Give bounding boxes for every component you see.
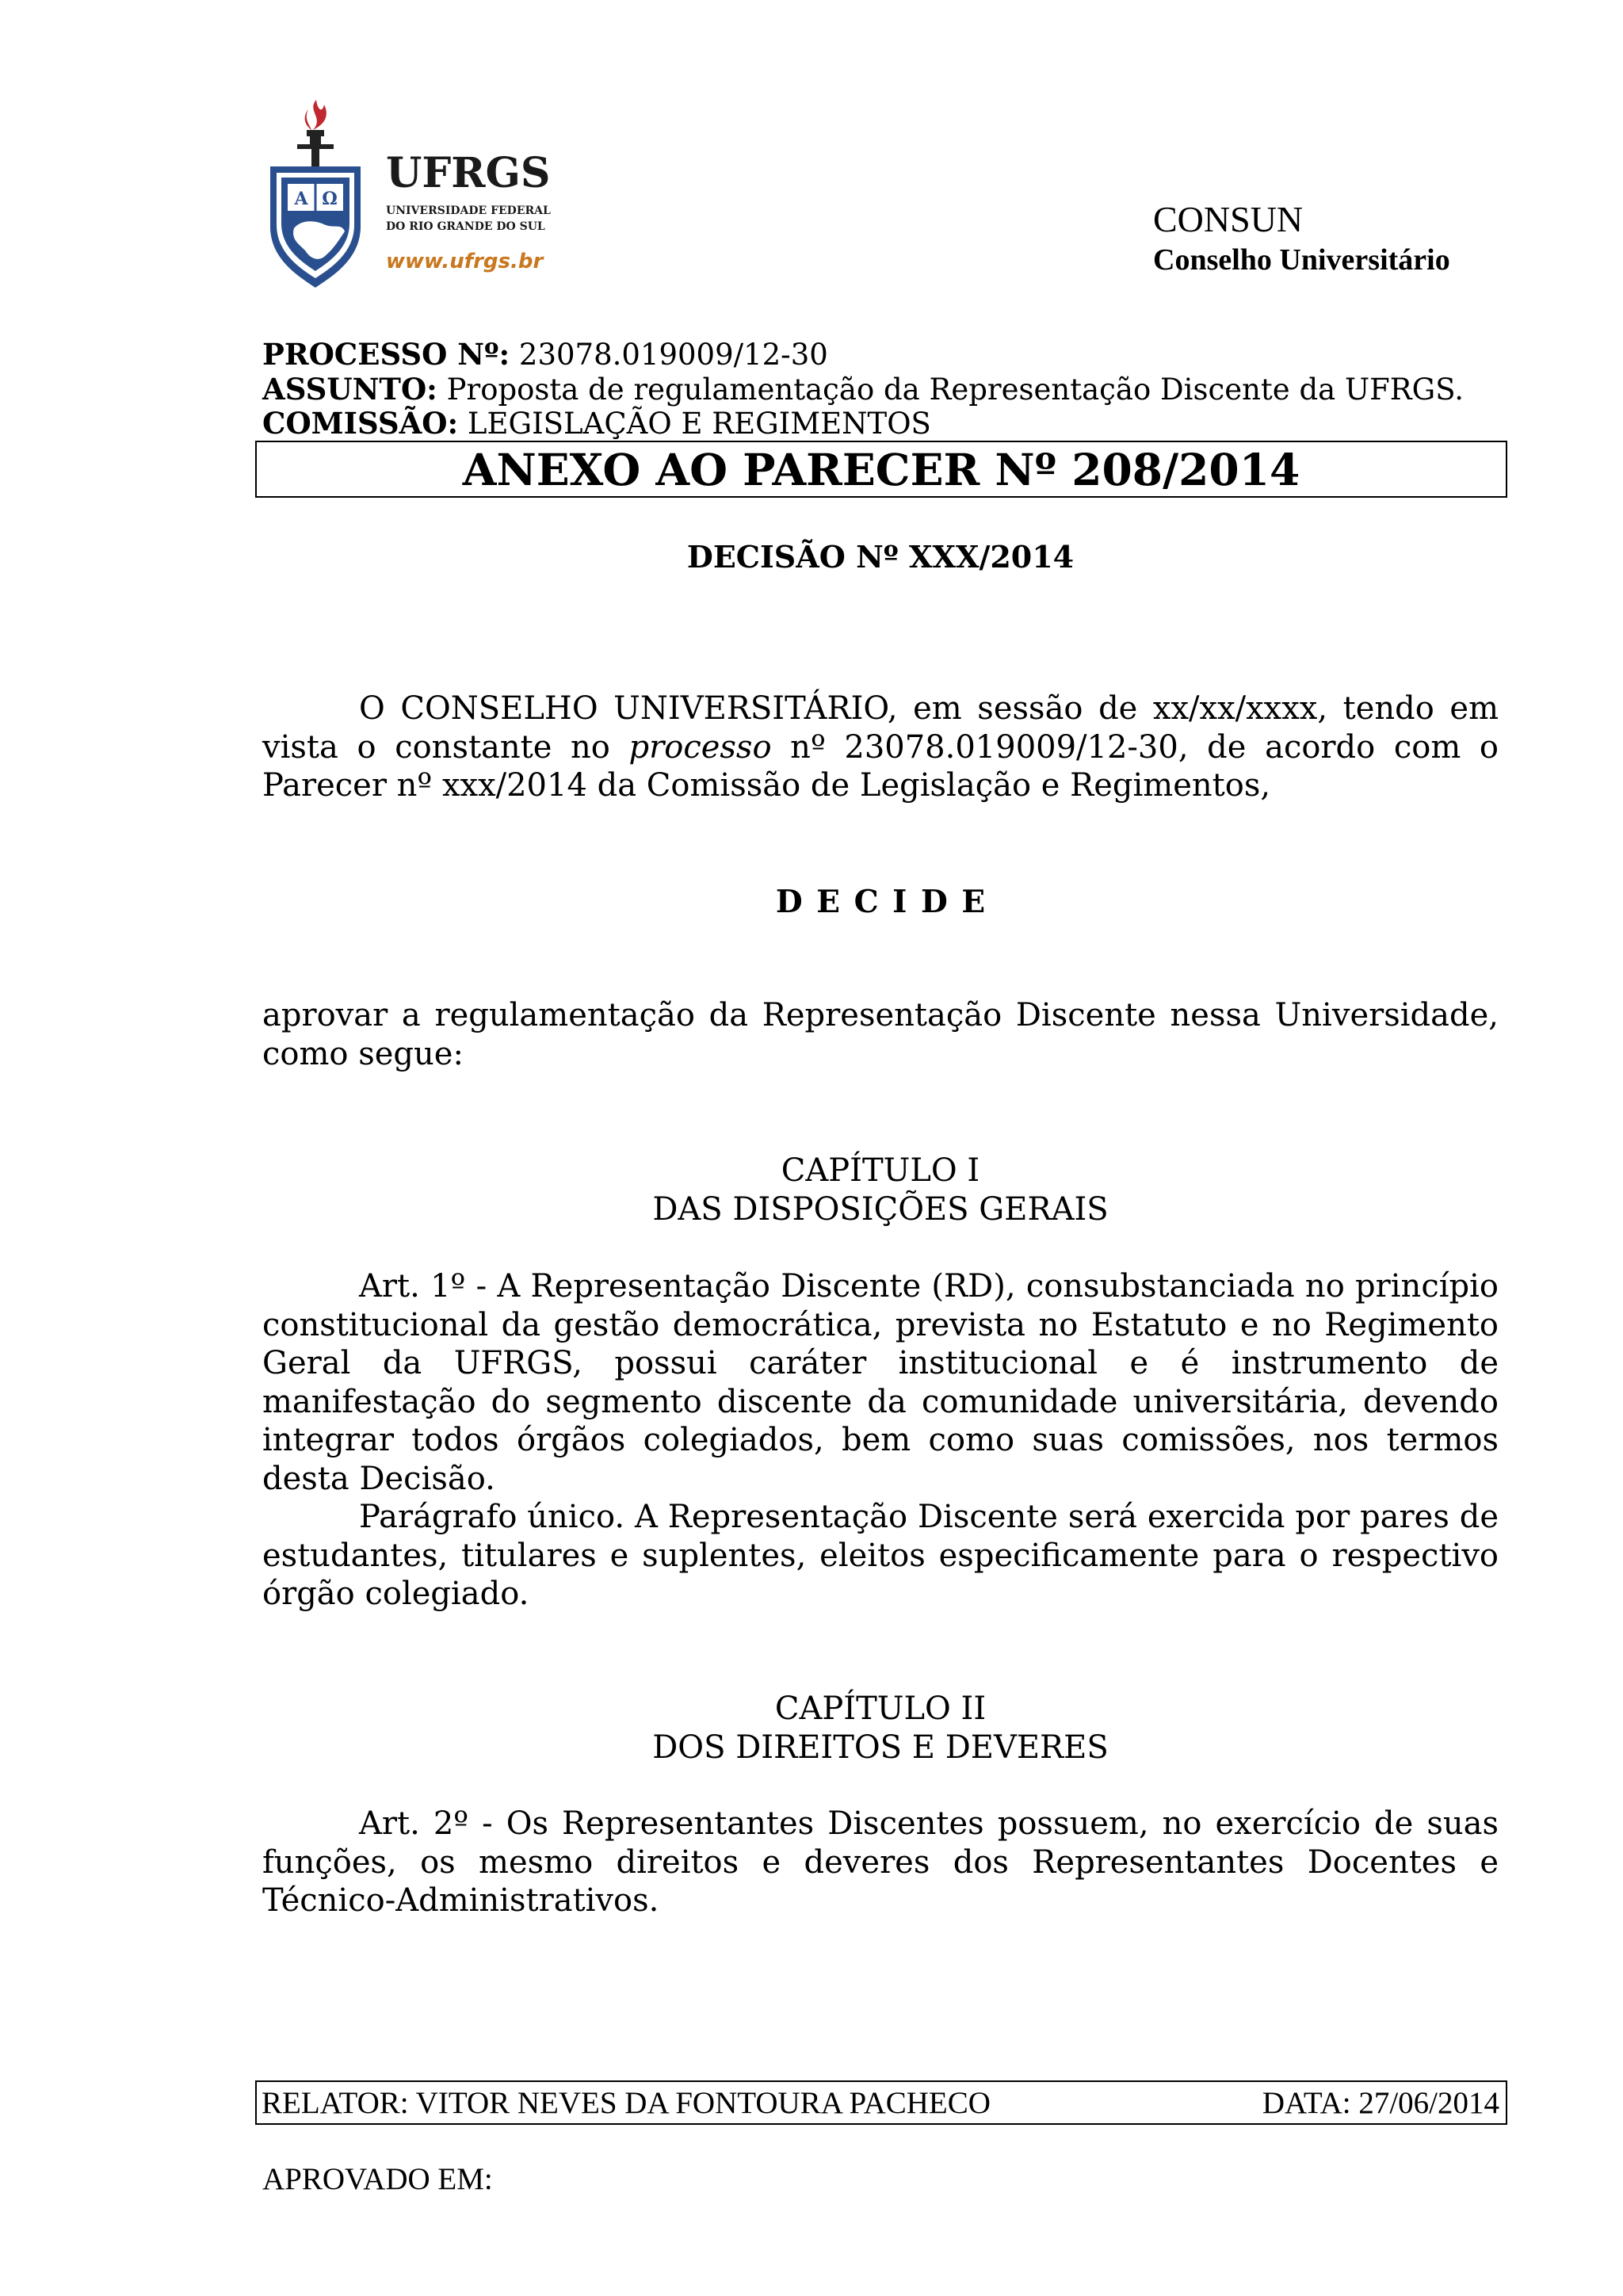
annex-title: ANEXO AO PARECER Nº 208/2014	[462, 443, 1300, 495]
svg-text:Α: Α	[294, 189, 308, 209]
logo-url: www.ufrgs.br	[386, 250, 544, 273]
logo-acronym: UFRGS	[386, 149, 551, 197]
relator-box	[255, 2080, 1507, 2125]
chapter-2-number: CAPÍTULO II	[774, 1690, 987, 1727]
assunto-label: ASSUNTO:	[262, 372, 437, 407]
header-title: CONSUN	[1153, 199, 1304, 239]
intro-part1: O CONSELHO UNIVERSITÁRIO, em sessão de xx/xx/xxxx, tendo em vista o constante no	[262, 690, 1499, 766]
paragrafo-unico: Parágrafo único. A Representação Discente será exercida por pares de estudantes, titulares e suplentes, eleitos especificamente para o respectivo órgão colegiado.	[262, 1499, 1499, 1612]
meta-assunto	[262, 372, 1464, 407]
decide-heading: DECIDE	[775, 884, 999, 920]
svg-text:Ω: Ω	[322, 189, 338, 209]
meta-comissao	[262, 406, 931, 441]
article-2: Art. 2º - Os Representantes Discentes possuem, no exercício de suas funções, os mesmo direitos e deveres dos Representantes Docentes e Técnico-Administrativos.	[262, 1805, 1499, 1919]
comissao-label: COMISSÃO:	[262, 406, 459, 441]
header-subtitle: Conselho Universitário	[1153, 243, 1450, 277]
aprovado-em: APROVADO EM:	[262, 2162, 493, 2196]
meta-processo	[262, 337, 828, 372]
intro-italic: processo	[628, 728, 772, 766]
logo-name-line1: UNIVERSIDADE FEDERAL	[386, 204, 551, 217]
assunto-value: Proposta de regulamentação da Representação Discente da UFRGS.	[437, 372, 1465, 407]
processo-label: PROCESSO Nº:	[262, 337, 510, 372]
chapter-1-title: DAS DISPOSIÇÕES GERAIS	[652, 1191, 1109, 1228]
approve-paragraph: aprovar a regulamentação da Representação Discente nessa Universidade, como segue:	[262, 997, 1499, 1072]
chapter-1-number: CAPÍTULO I	[781, 1152, 980, 1189]
chapter-2-title: DOS DIREITOS E DEVERES	[652, 1729, 1109, 1766]
ufrgs-logo	[267, 94, 551, 296]
intro-part2: nº 23078.019009/12-30, de acordo com o Parecer nº xxx/2014 da Comissão de Legislação e Regimentos,	[262, 728, 1499, 804]
annex-title-box	[255, 441, 1507, 498]
intro-paragraph	[262, 690, 1499, 805]
comissao-value: LEGISLAÇÃO E REGIMENTOS	[458, 407, 931, 441]
article-1: Art. 1º - A Representação Discente (RD), consubstanciada no princípio constitucional da gestão democrática, prevista no Estatuto e no Regimento Geral da UFRGS, possui caráter institucional e é instrumento de manifestação do segmento discente da comunidade universitária, devendo integrar todos órgãos colegiados, bem como suas comissões, nos termos desta Decisão.	[262, 1268, 1499, 1497]
relator-name: RELATOR: VITOR NEVES DA FONTOURA PACHECO	[262, 2085, 991, 2120]
logo-name-line2: DO RIO GRANDE DO SUL	[386, 220, 545, 233]
decisao-title: DECISÃO Nº XXX/2014	[686, 539, 1075, 575]
relator-date: DATA: 27/06/2014	[1262, 2085, 1499, 2120]
processo-value: 23078.019009/12-30	[510, 338, 828, 372]
